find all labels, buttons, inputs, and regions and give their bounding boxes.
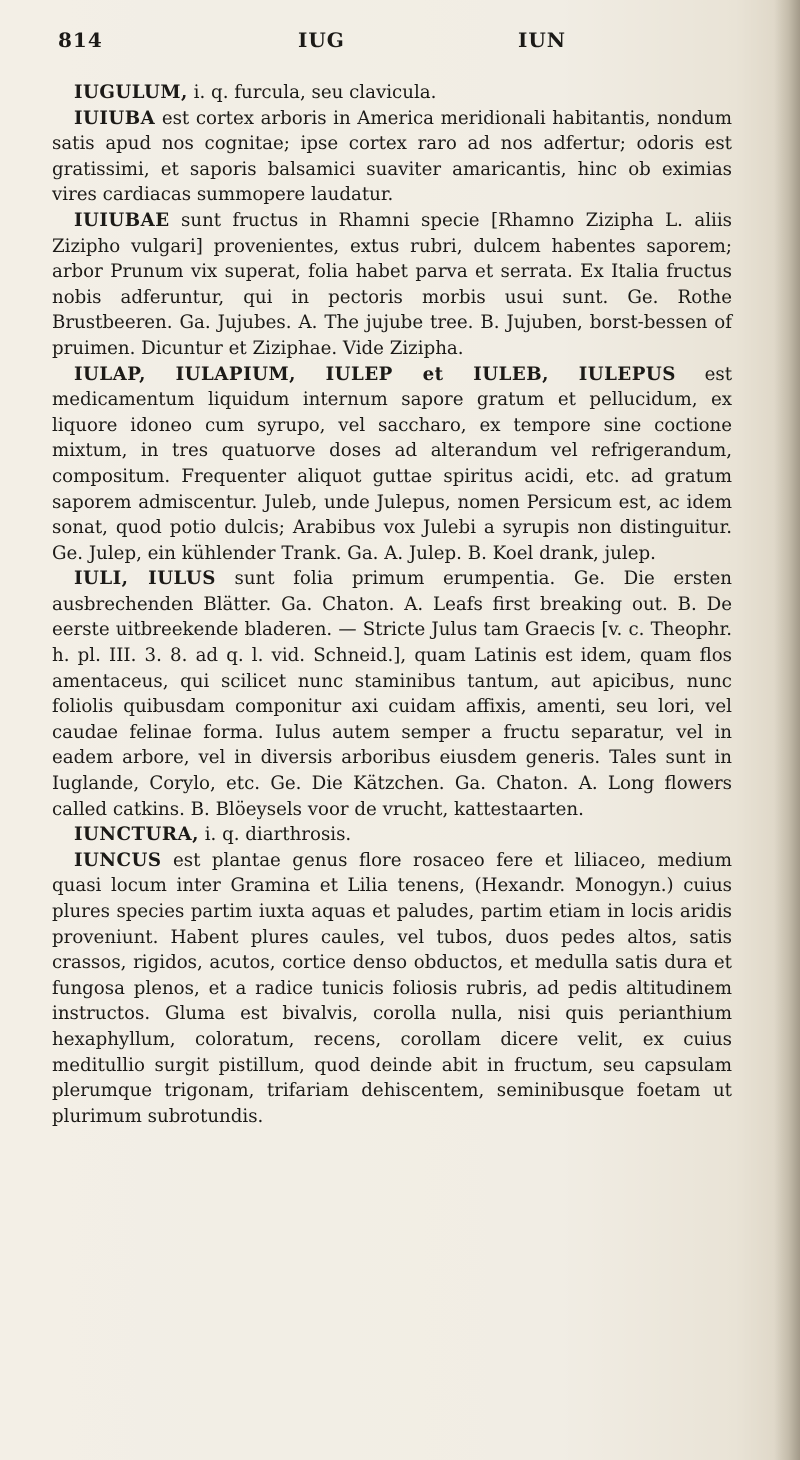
headword: IUNCUS: [74, 849, 162, 871]
left-guide-word: IUG: [298, 28, 345, 52]
page-number: 814: [58, 28, 103, 52]
page-edge-shadow: [774, 0, 800, 1460]
entry-body: est medicamentum liquidum internum sapore gratum et pellucidum, ex liquore idoneo cum syrupo, vel saccharo, ex tempore sine coctione mixtum, in tres quatuorve doses ad alterandum vel refrigerandum, compositum. Frequenter aliquot guttae spiritus acidi, etc. ad gratum saporem admiscentur. Juleb, unde Julepus, nomen Persicum est, ac idem sonat, quod potio dulcis; Arabibus vox Julebi a syrupis non distinguitur. Ge. Julep, ein kühlender Trank. Ga. A. Julep. B. Koel drank, julep.: [52, 363, 733, 564]
headword: IUNCTURA,: [74, 824, 199, 846]
entry-iuiuba: [52, 106, 732, 208]
headword: IUIUBA: [74, 107, 156, 129]
entry-iugulum: [52, 80, 732, 106]
headword: IULAP, IULAPIUM, IULEP et IULEB, IULEPUS: [74, 363, 676, 385]
running-header: [58, 22, 698, 56]
entry-body: sunt folia primum erumpentia. Ge. Die ersten ausbrechenden Blätter. Ga. Chaton. A. Leafs first breaking out. B. De eerste uitbreekende bladeren. — Stricte Julus tam Graecis [v. c. Theophr. h. pl. III. 3. 8. ad q. l. vid. Schneid.], quam Latinis est idem, quam flos amentaceus, qui scilicet nunc staminibus tantum, aut apicibus, nunc foliolis quibusdam componitur axi cuidam affixis, amenti, seu lori, vel caudae felinae forma. Iulus autem semper a fructu separatur, vel in eadem arbore, vel in diversis arboribus eiusdem generis. Tales sunt in Iuglande, Corylo, etc. Ge. Die Kätzchen. Ga. Chaton. A. Long flowers called catkins. B. Blöeysels voor de vrucht, kattestaarten.: [52, 568, 732, 820]
right-guide-word: IUN: [518, 28, 567, 52]
entry-body: sunt fructus in Rhamni specie [Rhamno Ziziphа L. aliis Zizipho vulgari] provenientes, extus rubri, dulcem habentes saporem; arbor Prunum vix superat, folia habet parva et serrata. Ex Italia fructus nobis adferuntur, qui in pectoris morbis usui sunt. Ge. Rothe Brustbeeren. Ga. Jujubes. A. The jujube tree. B. Jujuben, borst-bessen of pruimen. Dicuntur et Ziziphae. Vide Zizipha.: [52, 209, 732, 359]
dictionary-text: [52, 80, 732, 1129]
headword: IUGULUM,: [74, 82, 188, 103]
entry-iulap: [52, 362, 732, 567]
headword: IUIUBAE: [74, 209, 170, 231]
entry-iunctura: [52, 822, 732, 848]
entry-body: i. q. diarthrosis.: [198, 824, 352, 846]
entry-iuncus: [52, 848, 732, 1130]
entry-body: i. q. furcula, seu clavicula.: [187, 82, 437, 103]
entry-body: est cortex arboris in America meridionali habitantis, nondum satis apud nos cognitae; ipse cortex raro ad nos adfertur; odoris est gratissimi, et saporis balsamici suaviter amaricantis, hinc ob eximias vires cardiacas summopere laudatur.: [52, 107, 732, 206]
entry-iuli: [52, 566, 732, 822]
headword: IULI, IULUS: [74, 568, 216, 590]
entry-iuiubae: [52, 208, 732, 362]
entry-body: est plantae genus flore rosaceo fere et liliaceo, medium quasi locum inter Gramina et Lilia tenens, (Hexandr. Monogyn.) cuius plures species partim iuxta aquas et paludes, partim etiam in locis aridis proveniunt. Habent plures caules, vel tubos, duos pedes altos, satis crassos, rigidos, acutos, cortice denso obductos, et medulla satis dura et fungosa plenos, et a radice tunicis foliosis rubris, ad pedis altitudinem instructos. Gluma est bivalvis, corolla nulla, nisi quis perianthium hexaphyllum, coloratum, recens, corollam dicere velit, ex cuius meditullio surgit pistillum, quod deinde abit in fructum, seu capsulam plerumque trigonam, trifariam dehiscentem, seminibusque foetam ut plurimum subrotundis.: [52, 849, 732, 1127]
